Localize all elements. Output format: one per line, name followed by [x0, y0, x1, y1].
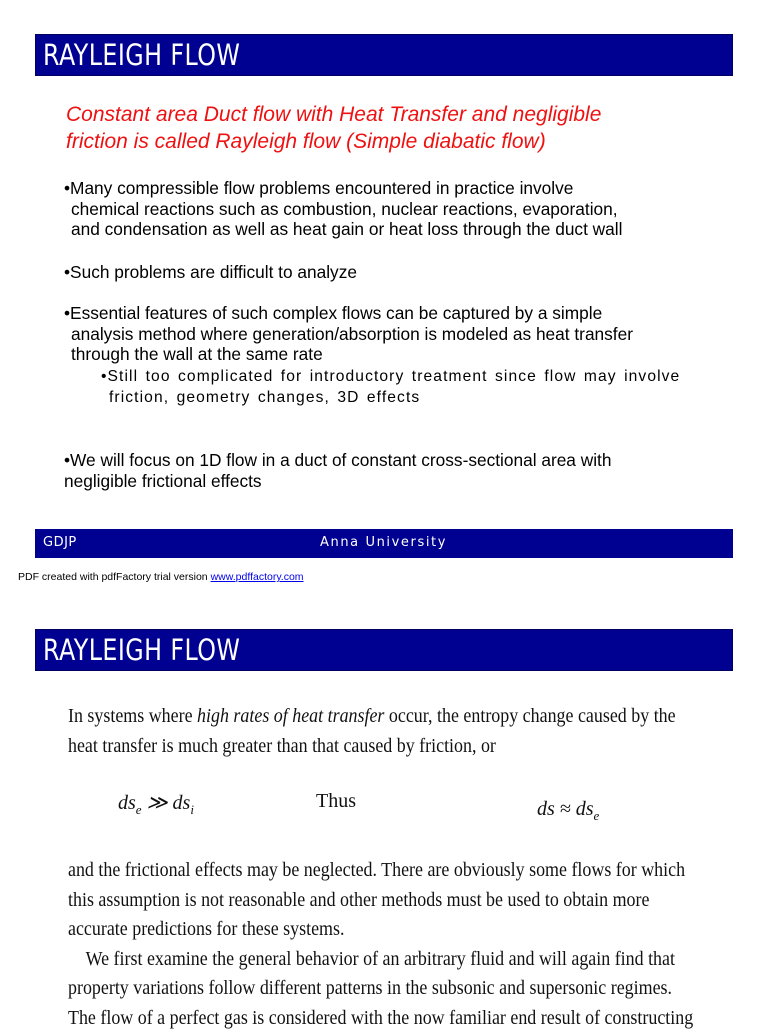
pdf-note-text: PDF created with pdfFactory trial version — [18, 571, 211, 583]
footer-author: GDJP — [43, 535, 77, 550]
para1-text-b: occur, the entropy change caused by the — [384, 706, 675, 727]
pdf-factory-note — [18, 571, 304, 583]
para2-line: accurate predictions for these systems. — [68, 915, 657, 945]
bullet-compressible-flow — [64, 178, 709, 240]
bullet-focus-1d — [64, 450, 707, 491]
bullet-3-line2: analysis method where generation/absorption is modeled as heat transfer — [64, 324, 709, 345]
thus-word: Thus — [316, 790, 356, 813]
pdf-factory-link[interactable]: www.pdffactory.com — [211, 571, 304, 583]
slide2-title-bar — [35, 629, 733, 671]
bullet-2-line1: •Such problems are difficult to analyze — [64, 262, 357, 282]
eq-right: ds ≈ ds — [537, 798, 594, 820]
slide2-paragraph-2 — [68, 856, 657, 1033]
footer-institution: Anna University — [320, 535, 447, 550]
para1-line1 — [68, 702, 657, 732]
slide1-title: RAYLEIGH FLOW — [43, 38, 240, 72]
eq-left-sub: e — [136, 802, 142, 817]
slide2-paragraph-1 — [68, 702, 657, 761]
red-heading-line2: friction is called Rayleigh flow (Simple diabatic flow) — [66, 128, 706, 155]
bullet-1-line1: •Many compressible flow problems encountered in practice involve — [64, 178, 573, 198]
eq-right-sub: e — [594, 808, 600, 823]
bullet-4-line1: •We will focus on 1D flow in a duct of constant cross-sectional area with — [64, 450, 611, 470]
sub-bullet-line1: •Still too complicated for introductory treatment since flow may involve — [101, 368, 680, 385]
bullet-essential-features — [64, 303, 709, 365]
red-heading-line1: Constant area Duct flow with Heat Transfer and negligible — [66, 101, 706, 128]
eq-mid-sub: i — [190, 802, 194, 817]
para1-emphasis: high rates of heat transfer — [197, 706, 384, 727]
sub-bullet-complicated — [101, 366, 709, 408]
para2-line: property variations follow different patterns in the subsonic and supersonic regimes. — [68, 974, 657, 1004]
bullet-3-line1: •Essential features of such complex flows can be captured by a simple — [64, 303, 602, 323]
bullet-1-line2: chemical reactions such as combustion, nuclear reactions, evaporation, — [64, 199, 709, 220]
bullet-4-line2: negligible frictional effects — [64, 471, 262, 491]
para2-line: and the frictional effects may be neglected. There are obviously some flows for which — [68, 856, 657, 886]
bullet-3-line3: through the wall at the same rate — [64, 344, 709, 365]
para2-line: We first examine the general behavior of an arbitrary fluid and will again find that — [68, 945, 657, 975]
equation-dse-gg-dsi — [118, 790, 194, 818]
bullet-difficult — [64, 262, 709, 283]
para2-line: The flow of a perfect gas is considered with the now familiar end result of constructing — [68, 1004, 657, 1033]
eq-left-ds: ds — [118, 792, 136, 814]
para1-line2: heat transfer is much greater than that caused by friction, or — [68, 732, 657, 762]
para1-text-a: In systems where — [68, 706, 197, 727]
bullet-1-line3: and condensation as well as heat gain or heat loss through the duct wall — [64, 219, 709, 240]
equation-ds-approx-dse — [537, 798, 599, 824]
slide1-footer — [35, 529, 733, 558]
eq-mid: ≫ ds — [142, 792, 191, 814]
slide2-title: RAYLEIGH FLOW — [43, 633, 240, 667]
slide1-title-bar — [35, 34, 733, 76]
para2-line: this assumption is not reasonable and other methods must be used to obtain more — [68, 886, 657, 916]
slide1-red-heading — [66, 101, 706, 155]
sub-bullet-line2: friction, geometry changes, 3D effects — [101, 387, 709, 408]
